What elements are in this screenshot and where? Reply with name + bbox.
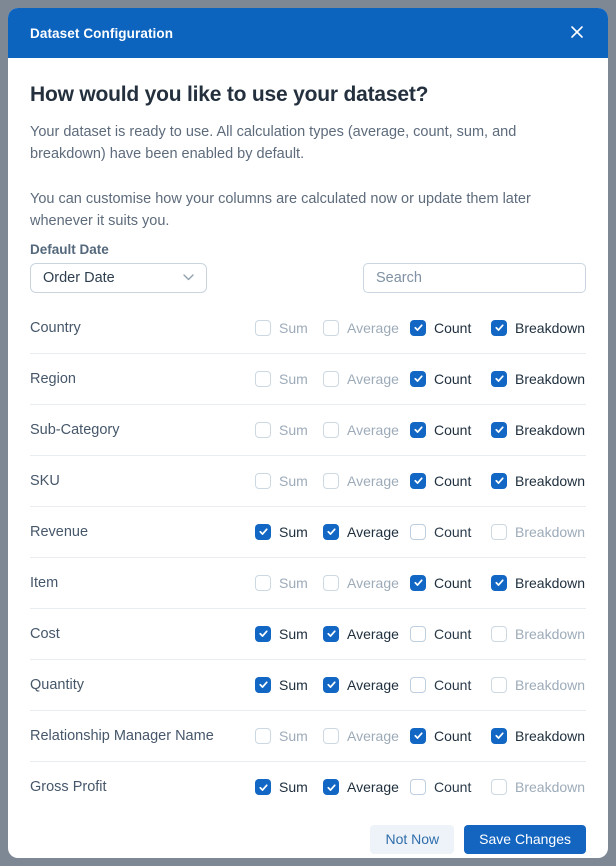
table-row bbox=[30, 660, 586, 711]
column-name: Region bbox=[30, 370, 76, 387]
checkbox-label: Average bbox=[347, 472, 399, 489]
checkbox-icon bbox=[410, 524, 426, 540]
average-checkbox bbox=[323, 575, 410, 591]
breakdown-checkbox bbox=[491, 779, 586, 795]
checkbox-label: Count bbox=[434, 472, 472, 489]
column-name: Relationship Manager Name bbox=[30, 727, 214, 744]
dialog-header bbox=[8, 8, 608, 58]
average-checkbox[interactable] bbox=[323, 626, 410, 642]
checkbox-label: Sum bbox=[279, 472, 308, 489]
sum-checkbox bbox=[255, 320, 323, 336]
checkbox-icon bbox=[491, 575, 507, 591]
checkbox-icon bbox=[323, 677, 339, 693]
sum-checkbox[interactable] bbox=[255, 779, 323, 795]
column-name: Sub-Category bbox=[30, 421, 120, 438]
column-name: Item bbox=[30, 574, 59, 591]
checkbox-label: Average bbox=[347, 574, 399, 591]
checkbox-label: Breakdown bbox=[515, 319, 586, 336]
checkbox-label: Count bbox=[434, 319, 472, 336]
checkbox-icon bbox=[255, 371, 271, 387]
checkbox-icon bbox=[410, 422, 426, 438]
sum-checkbox bbox=[255, 575, 323, 591]
dataset-configuration-dialog bbox=[8, 8, 608, 858]
count-checkbox[interactable] bbox=[410, 677, 491, 693]
controls-bar bbox=[30, 263, 586, 293]
column-name: Quantity bbox=[30, 676, 84, 693]
checkbox-label: Average bbox=[347, 779, 399, 796]
checkbox-icon bbox=[491, 728, 507, 744]
checkbox-icon bbox=[410, 728, 426, 744]
checkbox-icon bbox=[255, 626, 271, 642]
checkbox-label: Sum bbox=[279, 319, 308, 336]
checkbox-label: Count bbox=[434, 370, 472, 387]
count-checkbox[interactable] bbox=[410, 524, 491, 540]
not-now-button[interactable]: Not Now bbox=[370, 825, 454, 854]
table-row bbox=[30, 711, 586, 762]
checkbox-icon bbox=[410, 320, 426, 336]
breakdown-checkbox[interactable] bbox=[491, 728, 586, 744]
checkbox-label: Count bbox=[434, 574, 472, 591]
dialog-title: Dataset Configuration bbox=[30, 25, 174, 41]
checkbox-icon bbox=[491, 779, 507, 795]
checkbox-label: Breakdown bbox=[515, 574, 586, 591]
checkbox-label: Sum bbox=[279, 574, 308, 591]
checkbox-icon bbox=[323, 320, 339, 336]
default-date-dropdown[interactable] bbox=[30, 263, 207, 293]
checkbox-label: Breakdown bbox=[515, 779, 586, 796]
checkbox-icon bbox=[491, 626, 507, 642]
checkbox-icon bbox=[323, 422, 339, 438]
checkbox-icon bbox=[323, 575, 339, 591]
checkbox-icon bbox=[491, 371, 507, 387]
checkbox-label: Count bbox=[434, 421, 472, 438]
checkbox-label: Sum bbox=[279, 421, 308, 438]
checkbox-icon bbox=[410, 371, 426, 387]
table-row bbox=[30, 303, 586, 354]
checkbox-icon bbox=[255, 473, 271, 489]
page-title: How would you like to use your dataset? bbox=[30, 83, 429, 106]
checkbox-label: Average bbox=[347, 625, 399, 642]
default-date-label: Default Date bbox=[30, 241, 109, 257]
checkbox-icon bbox=[255, 677, 271, 693]
save-changes-button[interactable]: Save Changes bbox=[464, 825, 586, 854]
checkbox-icon bbox=[491, 320, 507, 336]
breakdown-checkbox[interactable] bbox=[491, 422, 586, 438]
count-checkbox[interactable] bbox=[410, 473, 491, 489]
count-checkbox[interactable] bbox=[410, 422, 491, 438]
table-row bbox=[30, 762, 586, 813]
dialog-body bbox=[8, 58, 608, 813]
breakdown-checkbox[interactable] bbox=[491, 575, 586, 591]
checkbox-label: Breakdown bbox=[515, 523, 586, 540]
count-checkbox[interactable] bbox=[410, 626, 491, 642]
checkbox-icon bbox=[323, 728, 339, 744]
average-checkbox bbox=[323, 473, 410, 489]
checkbox-icon bbox=[410, 575, 426, 591]
average-checkbox bbox=[323, 371, 410, 387]
checkbox-icon bbox=[491, 422, 507, 438]
average-checkbox[interactable] bbox=[323, 779, 410, 795]
checkbox-label: Breakdown bbox=[515, 727, 586, 744]
checkbox-label: Count bbox=[434, 727, 472, 744]
checkbox-label: Breakdown bbox=[515, 676, 586, 693]
checkbox-icon bbox=[323, 626, 339, 642]
sum-checkbox bbox=[255, 728, 323, 744]
breakdown-checkbox bbox=[491, 626, 586, 642]
breakdown-checkbox[interactable] bbox=[491, 320, 586, 336]
count-checkbox[interactable] bbox=[410, 728, 491, 744]
checkbox-icon bbox=[410, 626, 426, 642]
close-icon[interactable] bbox=[568, 23, 586, 44]
search-input[interactable] bbox=[363, 263, 586, 293]
checkbox-icon bbox=[323, 524, 339, 540]
checkbox-label: Count bbox=[434, 779, 472, 796]
checkbox-label: Average bbox=[347, 421, 399, 438]
average-checkbox bbox=[323, 728, 410, 744]
sum-checkbox bbox=[255, 422, 323, 438]
checkbox-icon bbox=[323, 473, 339, 489]
average-checkbox bbox=[323, 422, 410, 438]
breakdown-checkbox bbox=[491, 524, 586, 540]
table-row bbox=[30, 456, 586, 507]
breakdown-checkbox[interactable] bbox=[491, 473, 586, 489]
checkbox-icon bbox=[255, 320, 271, 336]
columns-table bbox=[30, 303, 586, 813]
checkbox-label: Sum bbox=[279, 727, 308, 744]
breakdown-checkbox[interactable] bbox=[491, 371, 586, 387]
column-name: Country bbox=[30, 319, 81, 336]
table-row bbox=[30, 405, 586, 456]
column-name: Cost bbox=[30, 625, 60, 642]
checkbox-icon bbox=[255, 779, 271, 795]
checkbox-icon bbox=[255, 575, 271, 591]
table-row bbox=[30, 354, 586, 405]
sum-checkbox[interactable] bbox=[255, 524, 323, 540]
checkbox-icon bbox=[491, 524, 507, 540]
average-checkbox[interactable] bbox=[323, 524, 410, 540]
count-checkbox[interactable] bbox=[410, 371, 491, 387]
sum-checkbox[interactable] bbox=[255, 626, 323, 642]
intro-paragraph: Your dataset is ready to use. All calculation types (average, count, sum, and breakdown) have been enabled by default. bbox=[30, 124, 517, 163]
checkbox-label: Count bbox=[434, 625, 472, 642]
checkbox-label: Sum bbox=[279, 625, 308, 642]
column-name: Revenue bbox=[30, 523, 89, 540]
checkbox-label: Sum bbox=[279, 370, 308, 387]
checkbox-label: Breakdown bbox=[515, 625, 586, 642]
checkbox-icon bbox=[410, 779, 426, 795]
column-name: Gross Profit bbox=[30, 779, 107, 796]
checkbox-label: Sum bbox=[279, 523, 308, 540]
checkbox-icon bbox=[255, 524, 271, 540]
table-row bbox=[30, 558, 586, 609]
checkbox-icon bbox=[323, 371, 339, 387]
customise-paragraph: You can customise how your columns are calculated now or update them later whenever it suits you. bbox=[30, 190, 531, 230]
checkbox-label: Breakdown bbox=[515, 370, 586, 387]
average-checkbox[interactable] bbox=[323, 677, 410, 693]
breakdown-checkbox bbox=[491, 677, 586, 693]
checkbox-icon bbox=[410, 677, 426, 693]
checkbox-icon bbox=[255, 728, 271, 744]
checkbox-label: Count bbox=[434, 523, 472, 540]
count-checkbox[interactable] bbox=[410, 779, 491, 795]
table-row bbox=[30, 609, 586, 660]
sum-checkbox bbox=[255, 473, 323, 489]
checkbox-label: Average bbox=[347, 727, 399, 744]
count-checkbox[interactable] bbox=[410, 575, 491, 591]
checkbox-label: Average bbox=[347, 370, 399, 387]
dialog-footer bbox=[8, 813, 608, 858]
checkbox-label: Average bbox=[347, 523, 399, 540]
checkbox-label: Count bbox=[434, 676, 472, 693]
checkbox-label: Sum bbox=[279, 779, 308, 796]
chevron-down-icon bbox=[183, 274, 194, 281]
checkbox-icon bbox=[323, 779, 339, 795]
average-checkbox bbox=[323, 320, 410, 336]
sum-checkbox[interactable] bbox=[255, 677, 323, 693]
checkbox-label: Breakdown bbox=[515, 421, 586, 438]
checkbox-label: Sum bbox=[279, 676, 308, 693]
checkbox-label: Average bbox=[347, 676, 399, 693]
checkbox-icon bbox=[491, 677, 507, 693]
column-name: SKU bbox=[30, 472, 60, 489]
sum-checkbox bbox=[255, 371, 323, 387]
default-date-selected-value: Order Date bbox=[43, 269, 115, 286]
count-checkbox[interactable] bbox=[410, 320, 491, 336]
checkbox-icon bbox=[410, 473, 426, 489]
checkbox-icon bbox=[255, 422, 271, 438]
checkbox-label: Breakdown bbox=[515, 472, 586, 489]
checkbox-label: Average bbox=[347, 319, 399, 336]
checkbox-icon bbox=[491, 473, 507, 489]
table-row bbox=[30, 507, 586, 558]
